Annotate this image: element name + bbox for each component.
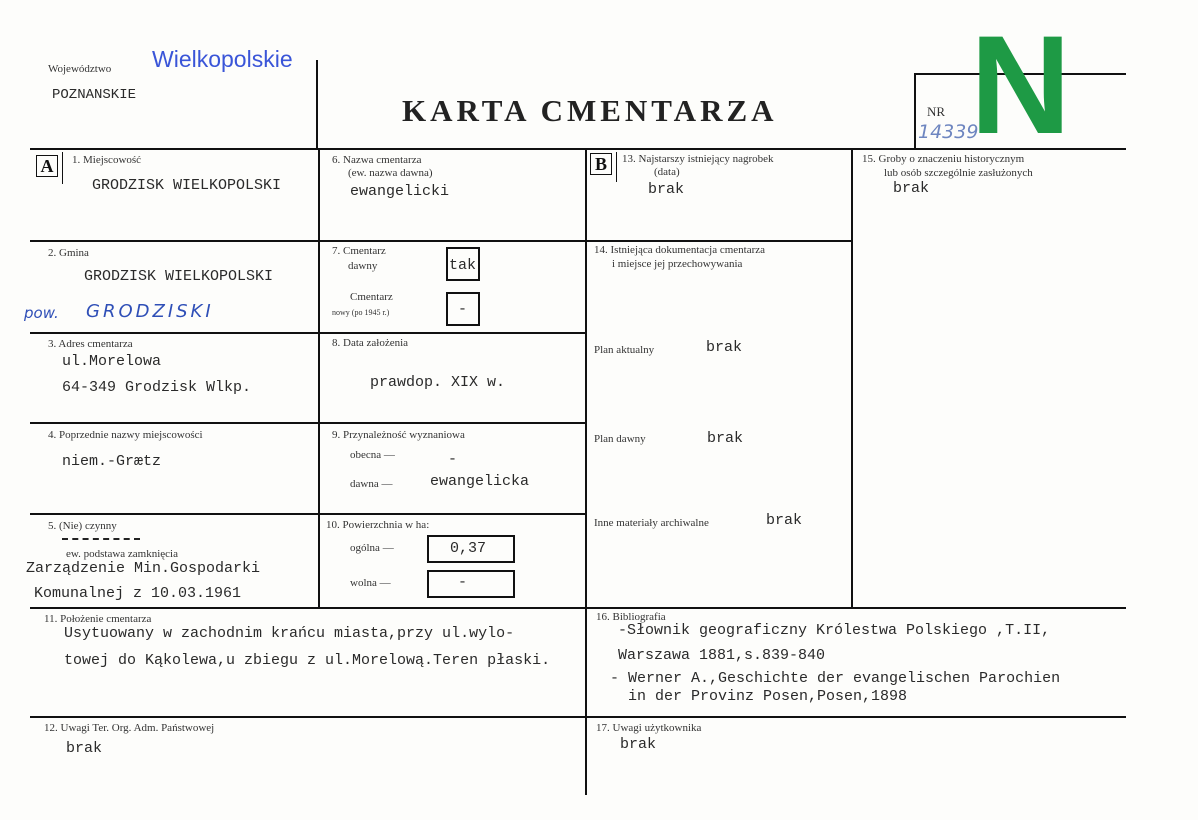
f10-wolna-label: wolna —: [350, 577, 391, 589]
divider: [30, 422, 585, 424]
divider: [30, 332, 585, 334]
nr-value: 14339: [918, 121, 979, 143]
f8-value: prawdop. XIX w.: [370, 374, 506, 391]
f9-dawna-label: dawna —: [350, 478, 393, 490]
f3-label: 3. Adres cmentarza: [48, 338, 133, 350]
divider: [914, 73, 916, 149]
f16-line4: in der Provinz Posen,Posen,1898: [628, 688, 908, 705]
f12-value: brak: [66, 740, 103, 757]
f6-value: ewangelicki: [350, 183, 450, 200]
f11-line1: Usytuowany w zachodnim krańcu miasta,przy ul.wylo-: [64, 625, 515, 642]
f15-label-sub: lub osób szczególnie zasłużonych: [884, 167, 1033, 179]
f1-label: 1. Miejscowość: [72, 154, 142, 166]
f5-sub-label: ew. podstawa zamknięcia: [66, 548, 178, 560]
f9-obecna-value: -: [448, 451, 458, 468]
divider: [318, 150, 320, 608]
f5-label: 5. (Nie) czynny: [48, 520, 117, 532]
divider: [30, 240, 851, 242]
f9-dawna-value: ewangelicka: [430, 473, 530, 490]
f14-label-sub: i miejsce jej przechowywania: [612, 258, 743, 270]
f13-label: 13. Najstarszy istniejący nagrobek: [622, 153, 774, 165]
f4-value: niem.-Grætz: [62, 453, 162, 470]
divider: [30, 148, 1126, 150]
f7-dawny-label-sub: dawny: [348, 260, 378, 272]
f2-value: GRODZISK WIELKOPOLSKI: [84, 268, 274, 285]
inne-label: Inne materiały archiwalne: [594, 517, 709, 529]
plan-dawny-label: Plan dawny: [594, 433, 646, 445]
f4-label: 4. Poprzednie nazwy miejscowości: [48, 429, 203, 441]
f5-line2: Komunalnej z 10.03.1961: [34, 585, 242, 602]
f11-label: 11. Położenie cmentarza: [44, 613, 152, 625]
f3-line1: ul.Morelowa: [62, 353, 162, 370]
f16-line2: Warszawa 1881,s.839-840: [618, 647, 826, 664]
divider: [585, 150, 587, 795]
f3-line2: 64-349 Grodzisk Wlkp.: [62, 379, 252, 396]
f2-label: 2. Gmina: [48, 247, 89, 259]
f10-wolna-box: [427, 570, 515, 598]
f10-label: 10. Powierzchnia w ha:: [326, 519, 430, 531]
f14-label: 14. Istniejąca dokumentacja cmentarza: [594, 244, 766, 256]
divider: [851, 150, 853, 608]
wojewodztwo-old: POZNANSKIE: [52, 87, 137, 103]
f7-nowy-label: Cmentarz: [350, 291, 393, 303]
f8-label: 8. Data założenia: [332, 337, 409, 349]
plan-dawny-value: brak: [707, 430, 744, 447]
section-b-marker: B: [590, 153, 612, 175]
f2-pow-prefix: pow.: [24, 304, 59, 322]
f13-value: brak: [648, 181, 685, 198]
wojewodztwo-stamp: Wielkopolskie: [152, 46, 293, 72]
f17-value: brak: [620, 736, 657, 753]
f9-obecna-label: obecna —: [350, 449, 395, 461]
f12-label: 12. Uwagi Ter. Org. Adm. Państwowej: [44, 722, 215, 734]
page-title: KARTA CMENTARZA: [402, 93, 778, 128]
f16-label: 16. Bibliografia: [596, 611, 666, 623]
f16-line1: -Słownik geograficzny Królestwa Polskiego ,T.II,: [618, 622, 1051, 639]
f1-value: GRODZISK WIELKOPOLSKI: [92, 177, 282, 194]
f10-wolna-value: -: [458, 574, 468, 591]
f17-label: 17. Uwagi użytkownika: [596, 722, 702, 734]
f5-line1: Zarządzenie Min.Gospodarki: [26, 560, 261, 577]
divider-header: [316, 60, 318, 150]
plan-aktualny-label: Plan aktualny: [594, 344, 655, 356]
divider: [62, 152, 63, 184]
f7-nowy-label-sub: nowy (po 1945 r.): [332, 308, 390, 317]
f7-dawny-label: 7. Cmentarz: [332, 245, 386, 257]
f10-ogolna-label: ogólna —: [350, 542, 394, 554]
f7-nowy-value: -: [458, 301, 468, 318]
f13-label-sub: (data): [654, 166, 680, 178]
divider: [30, 513, 585, 515]
divider: [30, 716, 1126, 718]
f7-dawny-value: tak: [449, 257, 477, 274]
inne-value: brak: [766, 512, 803, 529]
f2-pow-value: GRODZISKI: [86, 301, 214, 322]
n-marker: N: [970, 6, 1072, 163]
section-a-marker: A: [36, 155, 58, 177]
wojewodztwo-label: Województwo: [48, 63, 112, 75]
plan-aktualny-value: brak: [706, 339, 743, 356]
f15-value: brak: [893, 180, 930, 197]
divider: [30, 607, 1126, 609]
f11-line2: towej do Kąkolewa,u zbiegu z ul.Morelową.Teren płaski.: [64, 652, 551, 669]
f16-line3: - Werner A.,Geschichte der evangelischen Parochien: [610, 670, 1061, 687]
f6-label-sub: (ew. nazwa dawna): [348, 167, 433, 179]
f15-label: 15. Groby o znaczeniu historycznym: [862, 153, 1025, 165]
f9-label: 9. Przynależność wyznaniowa: [332, 429, 465, 441]
f10-ogolna-value: 0,37: [450, 540, 487, 557]
f5-underline: [62, 538, 140, 540]
f6-label: 6. Nazwa cmentarza: [332, 154, 422, 166]
divider: [616, 152, 617, 182]
nr-label: NR: [927, 104, 946, 119]
